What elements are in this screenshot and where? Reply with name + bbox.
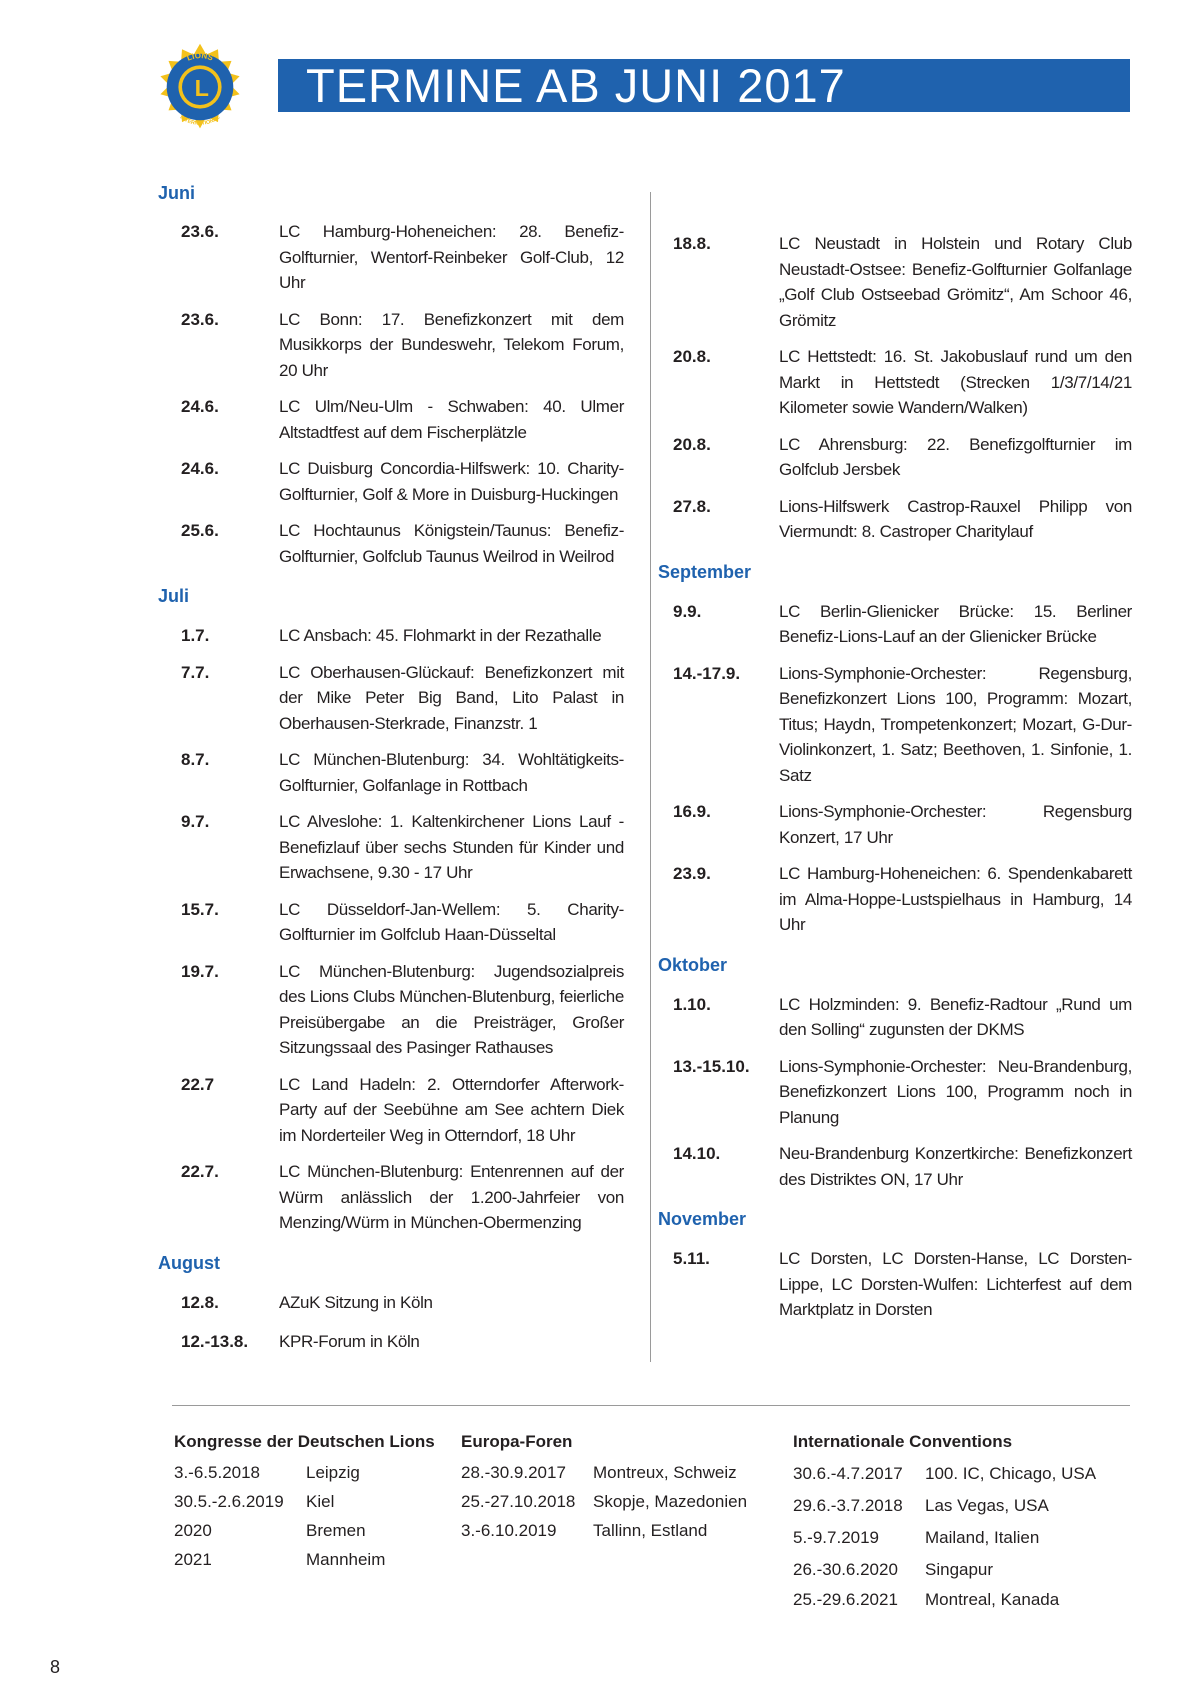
title-banner — [278, 59, 1130, 112]
event-date: 20.8. — [673, 347, 711, 366]
event-text: LC München-Blutenburg: Jugendsozialpreis des Lions Clubs München-Blutenburg, feierliche Preisübergabe an die Preisträger, Großer Sitzungssaal des Pasinger Rathauses — [279, 961, 624, 1057]
event-date: 18.8. — [673, 234, 711, 253]
event-entry — [664, 1054, 1132, 1131]
europa-heading: Europa-Foren — [461, 1432, 573, 1451]
table-row — [461, 1487, 761, 1516]
event-text: LC Hochtaunus Königstein/Taunus: Benefiz-Golfturnier, Golfclub Taunus Weilrod in Weilrod — [279, 521, 624, 566]
event-text: Lions-Symphonie-Orchester: Regensburg, Benefizkonzert Lions 100, Programm: Mozart, Titus; Haydn, Trompetenkonzert; Mozart, G-Dur-Violinkonzert, 1. Satz; Beethoven, 1. Sinfonie, 1. Satz — [779, 663, 1132, 785]
event-date: 16.9. — [673, 802, 711, 821]
row-place: Singapur — [925, 1560, 994, 1579]
event-text: LC Oberhausen-Glückauf: Benefizkonzert mit der Mike Peter Big Band, Lito Palast in Oberhausen-Sterkrade, Finanzstr. 1 — [279, 662, 624, 733]
event-text: Lions-Symphonie-Orchester: Regensburg Konzert, 17 Uhr — [779, 802, 1132, 847]
event-entry — [664, 599, 1132, 650]
event-entry — [664, 344, 1132, 421]
event-text: LC Hamburg-Hoheneichen: 6. Spendenkabarett im Alma-Hoppe-Lustspielhaus in Hamburg, 14 Uhr — [779, 864, 1132, 934]
lions-logo-icon — [155, 42, 245, 132]
event-entry — [664, 231, 1132, 333]
event-text: LC Dorsten, LC Dorsten-Hanse, LC Dorsten-Lippe, LC Dorsten-Wulfen: Lichterfest auf dem Marktplatz in Dorsten — [779, 1249, 1132, 1319]
event-entry — [172, 219, 624, 296]
month-heading-august: August — [158, 1252, 220, 1273]
event-date: 23.6. — [181, 309, 219, 329]
page-number: 8 — [50, 1657, 61, 1677]
row-place: Mailand, Italien — [925, 1528, 1040, 1547]
event-entry — [664, 992, 1132, 1043]
row-date: 29.6.-3.7.2018 — [793, 1496, 903, 1515]
svg-text:L: L — [194, 75, 209, 101]
table-row — [174, 1516, 439, 1545]
event-date: 15.7. — [181, 899, 219, 919]
event-date: 13.-15.10. — [673, 1056, 750, 1076]
row-place: Mannheim — [306, 1550, 386, 1569]
event-text: LC Alveslohe: 1. Kaltenkirchener Lions Lauf - Benefizlauf über sechs Stunden für Kinder und Erwachsene, 9.30 - 17 Uhr — [279, 812, 624, 882]
month-heading-juni: Juni — [158, 183, 196, 203]
event-entry — [664, 661, 1132, 789]
event-date: 14.-17.9. — [673, 663, 741, 683]
row-date: 30.6.-4.7.2017 — [793, 1464, 903, 1483]
event-entry — [172, 660, 624, 737]
right-column — [658, 180, 1132, 1323]
table-row — [793, 1554, 1113, 1586]
month-heading-november: November — [658, 1209, 747, 1229]
row-place: 100. IC, Chicago, USA — [925, 1464, 1097, 1483]
event-text: Neu-Brandenburg Konzertkirche: Benefizkonzert des Distriktes ON, 17 Uhr — [779, 1144, 1132, 1189]
column-divider — [650, 192, 651, 1362]
row-date: 25.-27.10.2018 — [461, 1492, 576, 1511]
event-entry — [172, 518, 624, 569]
event-date: 19.7. — [181, 961, 219, 981]
event-date: 7.7. — [181, 662, 210, 682]
row-date: 25.-29.6.2021 — [793, 1590, 898, 1609]
month-heading-oktober: Oktober — [658, 954, 728, 975]
conventions-heading: Internationale Conventions — [793, 1432, 1013, 1451]
event-text: LC München-Blutenburg: 34. Wohltätigkeits-Golfturnier, Golfanlage in Rottbach — [279, 750, 624, 795]
event-text: LC Hettstedt: 16. St. Jakobuslauf rund um den Markt in Hettstedt (Strecken 1/3/7/14/21 Kilometer sowie Wandern/Walken) — [779, 347, 1132, 417]
event-text: LC Ansbach: 45. Flohmarkt in der Rezathalle — [279, 626, 602, 645]
event-entry — [172, 394, 624, 445]
month-heading-september: September — [658, 561, 752, 582]
svg-text:INTERNATIONAL: INTERNATIONAL — [178, 114, 222, 127]
event-date: 14.10. — [673, 1144, 721, 1163]
left-column — [158, 180, 624, 1355]
event-entry — [172, 897, 624, 948]
row-place: Tallinn, Estland — [593, 1521, 708, 1540]
event-date: 23.9. — [673, 864, 711, 883]
event-date: 20.8. — [673, 434, 711, 454]
event-text: LC Duisburg Concordia-Hilfswerk: 10. Charity-Golfturnier, Golf & More in Duisburg-Huckingen — [279, 459, 624, 504]
event-entry — [664, 861, 1132, 938]
event-date: 24.6. — [181, 459, 219, 478]
event-date: 23.6. — [181, 222, 219, 241]
row-place: Kiel — [306, 1492, 335, 1511]
kongresse-table — [174, 1430, 439, 1574]
event-entry — [172, 1159, 624, 1236]
event-date: 1.7. — [181, 626, 210, 645]
table-row — [793, 1458, 1113, 1490]
row-place: Leipzig — [306, 1463, 360, 1482]
event-entry — [172, 307, 624, 384]
event-entry — [664, 1246, 1132, 1323]
event-date: 27.8. — [673, 496, 711, 516]
event-text: KPR-Forum in Köln — [279, 1332, 420, 1351]
event-entry — [172, 809, 624, 886]
kongresse-heading: Kongresse der Deutschen Lions — [174, 1432, 435, 1451]
event-text: Lions-Symphonie-Orchester: Neu-Brandenburg, Benefizkonzert Lions 100, Programm noch in Planung — [779, 1056, 1132, 1127]
event-entry — [664, 1141, 1132, 1192]
event-text: LC Ulm/Neu-Ulm - Schwaben: 40. Ulmer Altstadtfest auf dem Fischerplätzle — [279, 397, 624, 442]
event-text: LC Hamburg-Hoheneichen: 28. Benefiz-Golfturnier, Wentorf-Reinbeker Golf-Club, 12 Uhr — [279, 222, 624, 292]
row-date: 2020 — [174, 1521, 212, 1540]
row-date: 3.-6.10.2019 — [461, 1521, 557, 1540]
table-row — [174, 1545, 439, 1574]
event-text: AZuK Sitzung in Köln — [279, 1292, 433, 1312]
event-text: Lions-Hilfswerk Castrop-Rauxel Philipp von Viermundt: 8. Castroper Charitylauf — [779, 496, 1132, 541]
row-date: 3.-6.5.2018 — [174, 1463, 261, 1482]
row-place: Montreux, Schweiz — [593, 1463, 737, 1482]
event-date: 12.-13.8. — [181, 1332, 249, 1351]
row-date: 30.5.-2.6.2019 — [174, 1492, 284, 1511]
event-entry — [664, 799, 1132, 850]
event-text: LC Ahrensburg: 22. Benefizgolfturnier im Golfclub Jersbek — [779, 434, 1132, 479]
event-date: 24.6. — [181, 397, 219, 416]
row-date: 5.-9.7.2019 — [793, 1528, 880, 1547]
row-place: Bremen — [306, 1521, 366, 1540]
event-date: 12.8. — [181, 1292, 219, 1312]
event-date: 1.10. — [673, 994, 711, 1014]
event-entry — [172, 1329, 624, 1355]
table-row — [174, 1487, 439, 1516]
event-entry — [172, 623, 624, 649]
event-entry — [172, 1290, 624, 1316]
table-row — [793, 1522, 1113, 1554]
event-text: LC Berlin-Glienicker Brücke: 15. Berliner Benefiz-Lions-Lauf an der Glienicker Brücke — [779, 601, 1132, 646]
row-date: 28.-30.9.2017 — [461, 1463, 566, 1482]
table-row — [793, 1490, 1113, 1522]
event-entry — [172, 456, 624, 507]
event-entry — [172, 1072, 624, 1149]
month-heading-juli: Juli — [158, 586, 190, 606]
table-row — [461, 1516, 761, 1545]
event-text: LC Neustadt in Holstein und Rotary Club Neustadt-Ostsee: Benefiz-Golfturnier Golfanlage „Golf Club Ostseebad Grömitz“, Am Schoor 46, Grömitz — [779, 234, 1132, 330]
event-entry — [172, 747, 624, 798]
page-title: TERMINE AB JUNI 2017 — [306, 59, 846, 112]
event-date: 22.7 — [181, 1074, 215, 1094]
row-place: Montreal, Kanada — [925, 1590, 1060, 1609]
event-date: 22.7. — [181, 1162, 219, 1181]
event-entry — [172, 959, 624, 1061]
event-date: 25.6. — [181, 521, 219, 540]
event-entry — [664, 494, 1132, 545]
event-text: LC Holzminden: 9. Benefiz-Radtour „Rund um den Solling“ zugunsten der DKMS — [779, 994, 1132, 1039]
table-row — [461, 1458, 761, 1487]
table-row — [174, 1458, 439, 1487]
svg-text:LIONS: LIONS — [185, 51, 215, 63]
event-date: 9.7. — [181, 812, 210, 831]
table-row — [793, 1586, 1113, 1614]
event-text: LC Bonn: 17. Benefizkonzert mit dem Musikkorps der Bundeswehr, Telekom Forum, 20 Uhr — [279, 309, 624, 380]
row-date: 26.-30.6.2020 — [793, 1560, 898, 1579]
conventions-table — [793, 1430, 1113, 1614]
event-date: 9.9. — [673, 601, 702, 621]
row-place: Skopje, Mazedonien — [593, 1492, 748, 1511]
europa-foren-table — [461, 1430, 761, 1545]
event-date: 5.11. — [673, 1249, 710, 1268]
footer-divider — [172, 1405, 1130, 1406]
event-text: LC Düsseldorf-Jan-Wellem: 5. Charity-Golfturnier im Golfclub Haan-Düsseltal — [279, 899, 624, 944]
event-text: LC München-Blutenburg: Entenrennen auf der Würm anlässlich der 1.200-Jahrfeier von Menzing/Würm in München-Obermenzing — [279, 1162, 624, 1232]
event-text: LC Land Hadeln: 2. Otterndorfer Afterwork-Party auf der Seebühne am See achtern Diek im Norderteiler Weg in Otterndorf, 18 Uhr — [279, 1074, 624, 1145]
event-date: 8.7. — [181, 750, 210, 769]
event-entry — [664, 432, 1132, 483]
row-date: 2021 — [174, 1550, 212, 1569]
row-place: Las Vegas, USA — [925, 1496, 1049, 1515]
